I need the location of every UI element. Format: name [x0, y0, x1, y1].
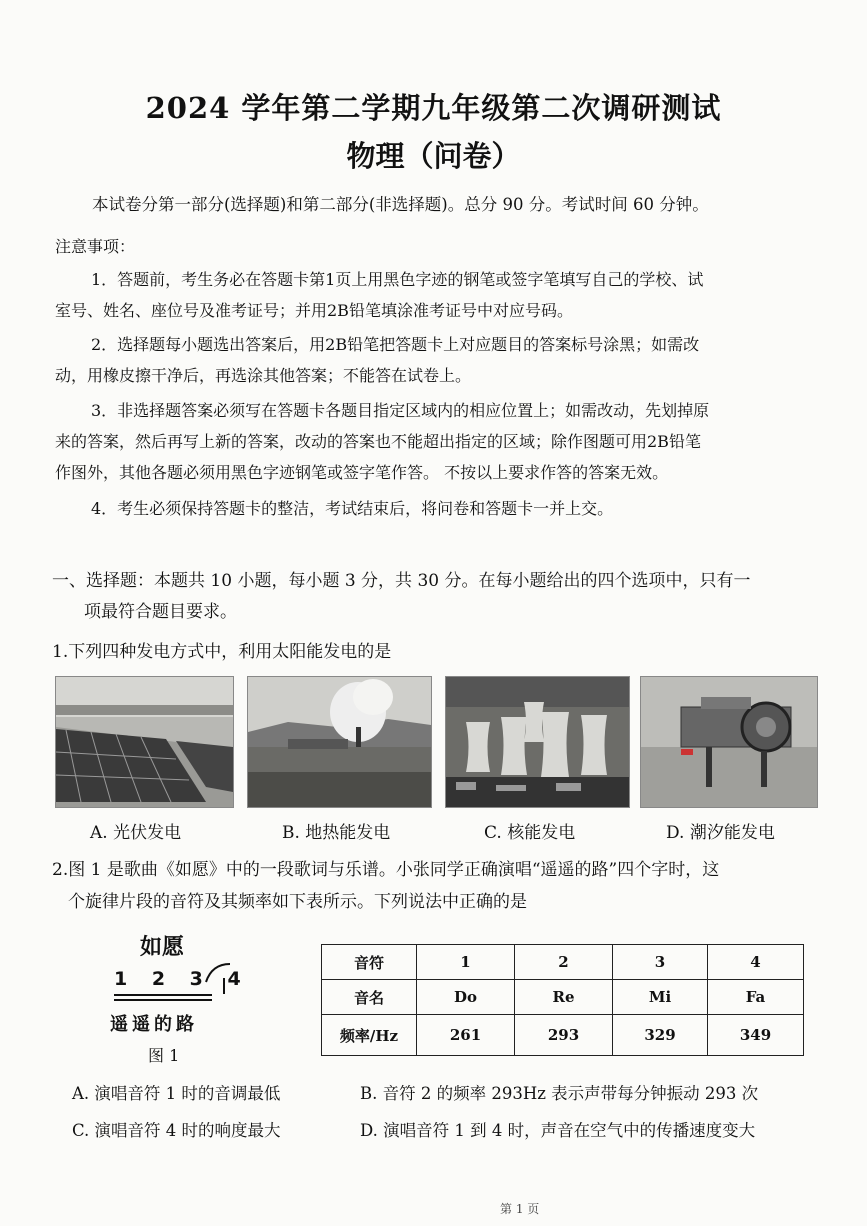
notice-item-1: [55, 264, 815, 326]
table-row: [322, 1015, 804, 1056]
geothermal-image: [247, 676, 432, 808]
table-cell: 1: [417, 945, 515, 980]
notice-item-4: [55, 493, 815, 524]
question-2-stem-line-2: 个旋律片段的音符及其频率如下表所示。下列说法中正确的是: [68, 892, 527, 912]
music-notes: 1 2 3 4: [114, 968, 250, 990]
table-cell: 2: [515, 945, 613, 980]
section-1-line-2: 项最符合题目要求。: [84, 602, 237, 622]
notice-item-4-line-1: 4．考生必须保持答题卡的整洁，考试结束后，将问卷和答题卡一并上交。: [91, 499, 614, 518]
question-2-stem-line-1: 2.图 1 是歌曲《如愿》中的一段歌词与乐谱。小张同学正确演唱“遥遥的路”四个字时，这: [52, 860, 720, 880]
note-frequency-table: [321, 944, 804, 1056]
nuclear-plant-image: [445, 676, 630, 808]
q2-option-d[interactable]: D. 演唱音符 1 到 4 时，声音在空气中的传播速度变大: [360, 1121, 756, 1140]
page-number: 第 1 页: [500, 1202, 540, 1216]
table-cell: 293: [515, 1015, 613, 1056]
section-1-instructions: [52, 566, 832, 628]
exam-title: 2024 学年第二学期九年级第二次调研测试: [145, 91, 722, 125]
table-cell: Mi: [613, 980, 708, 1015]
q1-option-b[interactable]: B. 地热能发电: [282, 823, 391, 843]
table-cell: 261: [417, 1015, 515, 1056]
section-1-line-1: 一、选择题：本题共 10 小题，每小题 3 分，共 30 分。在每小题给出的四个选项中，只有一: [52, 571, 751, 591]
question-2-stem: [52, 854, 842, 918]
notice-item-1-line-1: 1．答题前，考生务必在答题卡第1页上用黑色字迹的钢笔或签字笔填写自己的学校、试: [91, 270, 704, 289]
note-underline-2: [114, 999, 212, 1001]
table-cell: Do: [417, 980, 515, 1015]
table-cell: 音名: [322, 980, 417, 1015]
q1-option-d[interactable]: D. 潮汐能发电: [666, 823, 775, 843]
song-title: 如愿: [140, 935, 185, 960]
notice-item-2-line-1: 2．选择题每小题选出答案后，用2B铅笔把答题卡上对应题目的答案标号涂黑；如需改: [91, 335, 700, 354]
photovoltaic-image: [55, 676, 234, 808]
figure-1-label: 图 1: [148, 1046, 180, 1065]
notice-item-2: [55, 329, 815, 391]
question-1-stem: 1.下列四种发电方式中，利用太阳能发电的是: [52, 642, 392, 662]
q2-option-c[interactable]: C. 演唱音符 4 时的响度最大: [72, 1121, 281, 1140]
q2-option-b[interactable]: B. 音符 2 的频率 293Hz 表示声带每分钟振动 293 次: [360, 1084, 759, 1103]
table-row: [322, 980, 804, 1015]
exam-intro: 本试卷分第一部分(选择题)和第二部分(非选择题)。总分 90 分。考试时间 60 分钟。: [92, 195, 709, 214]
table-cell: 349: [708, 1015, 804, 1056]
table-cell: Fa: [708, 980, 804, 1015]
notice-item-3: [55, 395, 815, 488]
table-cell: 329: [613, 1015, 708, 1056]
notice-item-3-line-1: 3．非选择题答案必须写在答题卡各题目指定区域内的相应位置上；如需改动，先划掉原: [91, 401, 710, 420]
notice-heading: 注意事项：: [55, 237, 136, 256]
table-cell: Re: [515, 980, 613, 1015]
exam-subtitle: 物理（问卷）: [346, 139, 521, 173]
table-cell: 音符: [322, 945, 417, 980]
table-row: [322, 945, 804, 980]
q1-option-c[interactable]: C. 核能发电: [484, 823, 576, 843]
table-cell: 4: [708, 945, 804, 980]
q1-option-a[interactable]: A. 光伏发电: [90, 823, 182, 843]
notice-item-3-line-3: 作图外，其他各题必须用黑色字迹钢笔或签字笔作答。 不按以上要求作答的答案无效。: [55, 463, 669, 482]
notice-item-1-line-2: 室号、姓名、座位号及准考证号；并用2B铅笔填涂准考证号中对应号码。: [55, 301, 573, 320]
tidal-power-image: [640, 676, 818, 808]
notice-item-3-line-2: 来的答案，然后再写上新的答案，改动的答案也不能超出指定的区域；除作图题可用2B铅笔: [55, 432, 701, 451]
notice-item-2-line-2: 动，用橡皮擦干净后，再选涂其他答案；不能答在试卷上。: [55, 366, 472, 385]
table-cell: 3: [613, 945, 708, 980]
table-cell: 频率/Hz: [322, 1015, 417, 1056]
song-lyrics: 遥遥的路: [110, 1014, 198, 1035]
note-underline-1: [114, 994, 212, 996]
q2-option-a[interactable]: A. 演唱音符 1 时的音调最低: [72, 1084, 281, 1103]
